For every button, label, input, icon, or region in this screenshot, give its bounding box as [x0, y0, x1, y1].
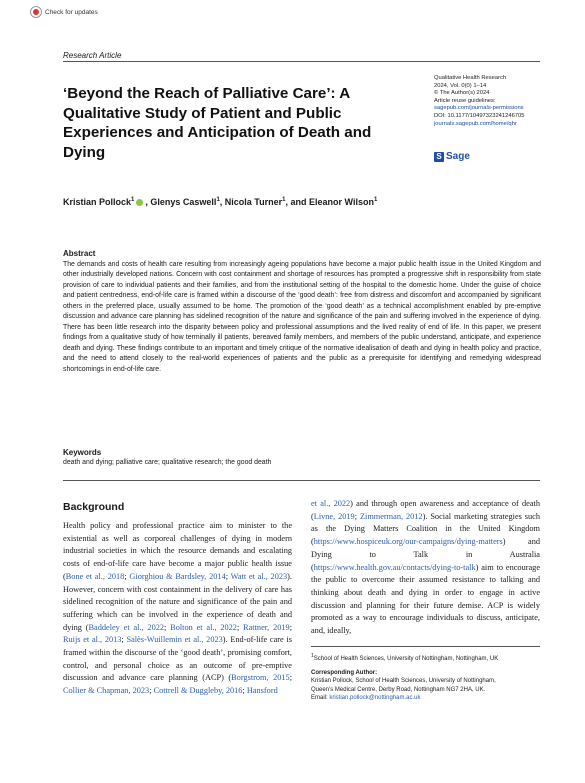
citation-link[interactable]: Borgstrom, 2015 [231, 673, 290, 683]
affiliation-sup: 1 [311, 653, 314, 659]
body-text: ) and through open awareness and acceptance of death ( [311, 499, 540, 521]
citation-link[interactable]: Livne, 2019 [313, 511, 355, 521]
body-column-left [63, 520, 292, 698]
body-text: ; [124, 571, 130, 581]
citation-link[interactable]: Watt et al., 2023 [230, 571, 288, 581]
body-text: ; [149, 686, 154, 696]
corresponding-author-email [311, 694, 551, 703]
body-text: ; [354, 511, 360, 521]
abstract-heading: Abstract [63, 249, 96, 258]
journal-volume: 2024, Vol. 0(0) 1–14 [434, 82, 487, 89]
citation-link[interactable]: https://www.hospiceuk.org/our-campaigns/dying-matters [313, 537, 503, 547]
footnotes [311, 652, 551, 703]
body-text: Health policy and professional practice aim to minister to the existential as well as corporeal challenges of dying in modern industrial societies in which the resource demands and escalating costs of end-of-life care have become a major public health issue ( [63, 521, 292, 581]
email-link[interactable]: kristian.pollock@nottingham.ac.uk [329, 695, 421, 702]
keywords-text: death and dying; palliative care; qualitative research; the good death [63, 459, 272, 466]
corresponding-author-address: Queen’s Medical Centre, Derby Road, Nottingham NG7 2HA, UK. [311, 686, 486, 693]
journal-name: Qualitative Health Research [434, 75, 507, 81]
body-text: ; [236, 622, 244, 632]
header-divider [63, 61, 540, 62]
body-text: ; [289, 622, 292, 632]
citation-link[interactable]: Zimmerman, 2012 [359, 511, 423, 521]
reuse-label: Article reuse guidelines: [434, 97, 496, 104]
author-name: Kristian Pollock [63, 197, 132, 207]
affiliation-text: School of Health Sciences, University of Nottingham, Nottingham, UK [313, 656, 499, 662]
corresponding-author-heading: Corresponding Author: [311, 669, 378, 676]
publisher-name: Sage [446, 151, 470, 162]
citation-link[interactable]: et al., 2022 [311, 499, 351, 508]
citation-link[interactable]: Hansford [246, 686, 278, 696]
sage-icon: S [434, 152, 444, 162]
citation-link[interactable]: Rattner, 2019 [243, 622, 290, 632]
body-text: ). Social marketing strategies such as the Dying Matters Coalition in the United Kingdom ( [311, 511, 540, 547]
article-title: ‘Beyond the Reach of Palliative Care’: A Qualitative Study of Patient and Public Experiences and Anticipation of Death and Dying [63, 85, 372, 161]
citation-link[interactable]: Cottrell & Duggleby, 2016 [153, 686, 243, 696]
citation-link[interactable]: Giorghiou & Bardsley, 2014 [129, 571, 226, 581]
citation-link[interactable]: Bone et al., 2018 [65, 571, 125, 581]
body-text: ; [242, 686, 247, 696]
author-affiliation-sup: 1 [373, 197, 378, 203]
citation-link[interactable]: Salès-Wuillemin et al., 2023 [126, 635, 223, 645]
affiliation-footnote [311, 652, 551, 664]
citation-link[interactable]: Collier & Chapman, 2023 [63, 686, 150, 696]
author-affiliation-sup: 1 [282, 197, 286, 203]
author-name: Eleanor Wilson [309, 197, 374, 207]
citation-link[interactable]: Baddeley et al., 2022 [88, 622, 165, 632]
author-affiliation-sup: 1 [131, 197, 135, 203]
author-affiliation-sup: 1 [216, 197, 220, 203]
check-updates-icon [30, 6, 42, 18]
publisher-logo [434, 151, 470, 162]
body-text: ) aim to encourage the public to overcome their assumed resistance to talking and thinking about death and dying in order to engage in active discussion and planning for their future demise. ACP is widely promoted as a way to encourage individuals to discuss, anticipate, and, ideally, [311, 562, 540, 636]
author-list: Kristian Pollock$^1$ , Glenys Caswell$^1$, Nicola Turner$^1$, and Eleanor Wilson$^1$ [63, 197, 378, 207]
body-text: ) and Dying to Talk in Australia ( [311, 537, 540, 572]
check-updates-label: Check for updates [45, 8, 98, 16]
journal-copyright: © The Author(s) 2024 [434, 90, 490, 97]
reuse-link[interactable]: sagepub.com/journals-permissions [434, 105, 524, 112]
body-text: ). However, concern with cost containment in the delivery of care has sidelined recognition of the nature and significance of the pain and suffering which can be involved in the experience of death and dying ( [63, 571, 292, 632]
journal-info [434, 75, 554, 128]
citation-link[interactable]: https://www.health.gov.au/contacts/dying-to-talk [313, 562, 476, 572]
author-name: Glenys Caswell [150, 197, 217, 207]
doi[interactable]: DOI: 10.1177/10497323241246705 [434, 112, 525, 119]
body-text: ; [225, 571, 231, 581]
background-heading: Background [63, 501, 125, 513]
check-for-updates-badge[interactable] [30, 6, 98, 18]
email-label: Email: [311, 695, 328, 702]
body-text: ; [121, 635, 127, 645]
citation-link[interactable]: Bolton et al., 2022 [170, 622, 237, 632]
orcid-icon[interactable] [136, 199, 143, 206]
journal-home-link[interactable]: journals.sagepub.com/home/qhr [434, 120, 517, 127]
body-text: ; [164, 622, 171, 632]
abstract-text: The demands and costs of health care resulting from increasingly ageing populations have become a major public health issue in the United Kingdom and other industrially developed nations. Concern with cost containment and shortage of resources has prompted a progressive shift in responsibility from state provision of care to individual patients and their families, and from the institutional setting of the hospital to the domestic home. Under the guise of choice and patient centredness, end-of-life care is framed within a discourse of the ‘good death’: free from distress and discomfort and accompanied by significant others in the preferred place, usually assumed to be home. The promotion of the ‘good death’ as a technical accomplishment enabled by pre-emptive discussion and advance care planning has sidelined recognition of the nature and significance of the pain and suffering involved in the experience of dying. There has been little research into the disparity between policy and professional assumptions and the lived reality of end of life. In this paper, we present findings from a qualitative study of how terminally ill patients, bereaved family members, and members of the public understand, anticipate, and experience death and dying. These findings contribute to an important and timely critique of the normative idealisation of death and dying in health policy and practice, and the need to attend closely to the real-world experiences of patients and the public as a prerequisite for identifying and remedying widespread shortcomings in end-of-life care. [63, 261, 541, 373]
footnote-divider [311, 646, 540, 647]
section-divider [63, 480, 540, 481]
article-type: Research Article [63, 51, 122, 60]
body-text: ; [289, 673, 292, 683]
author-name: Nicola Turner [224, 197, 283, 207]
citation-link[interactable]: Ruijs et al., 2013 [63, 635, 122, 645]
keywords-heading: Keywords [63, 448, 102, 457]
corresponding-author-name: Kristian Pollock, School of Health Sciences, University of Nottingham, [311, 678, 496, 685]
body-column-right [311, 498, 540, 638]
body-text: ). End-of-life care is framed within the discourse of the ‘good death’, promising comfort, control, and personal choice as an outcome of pre-emptive discussion and advance care planning (ACP) ( [63, 635, 292, 683]
